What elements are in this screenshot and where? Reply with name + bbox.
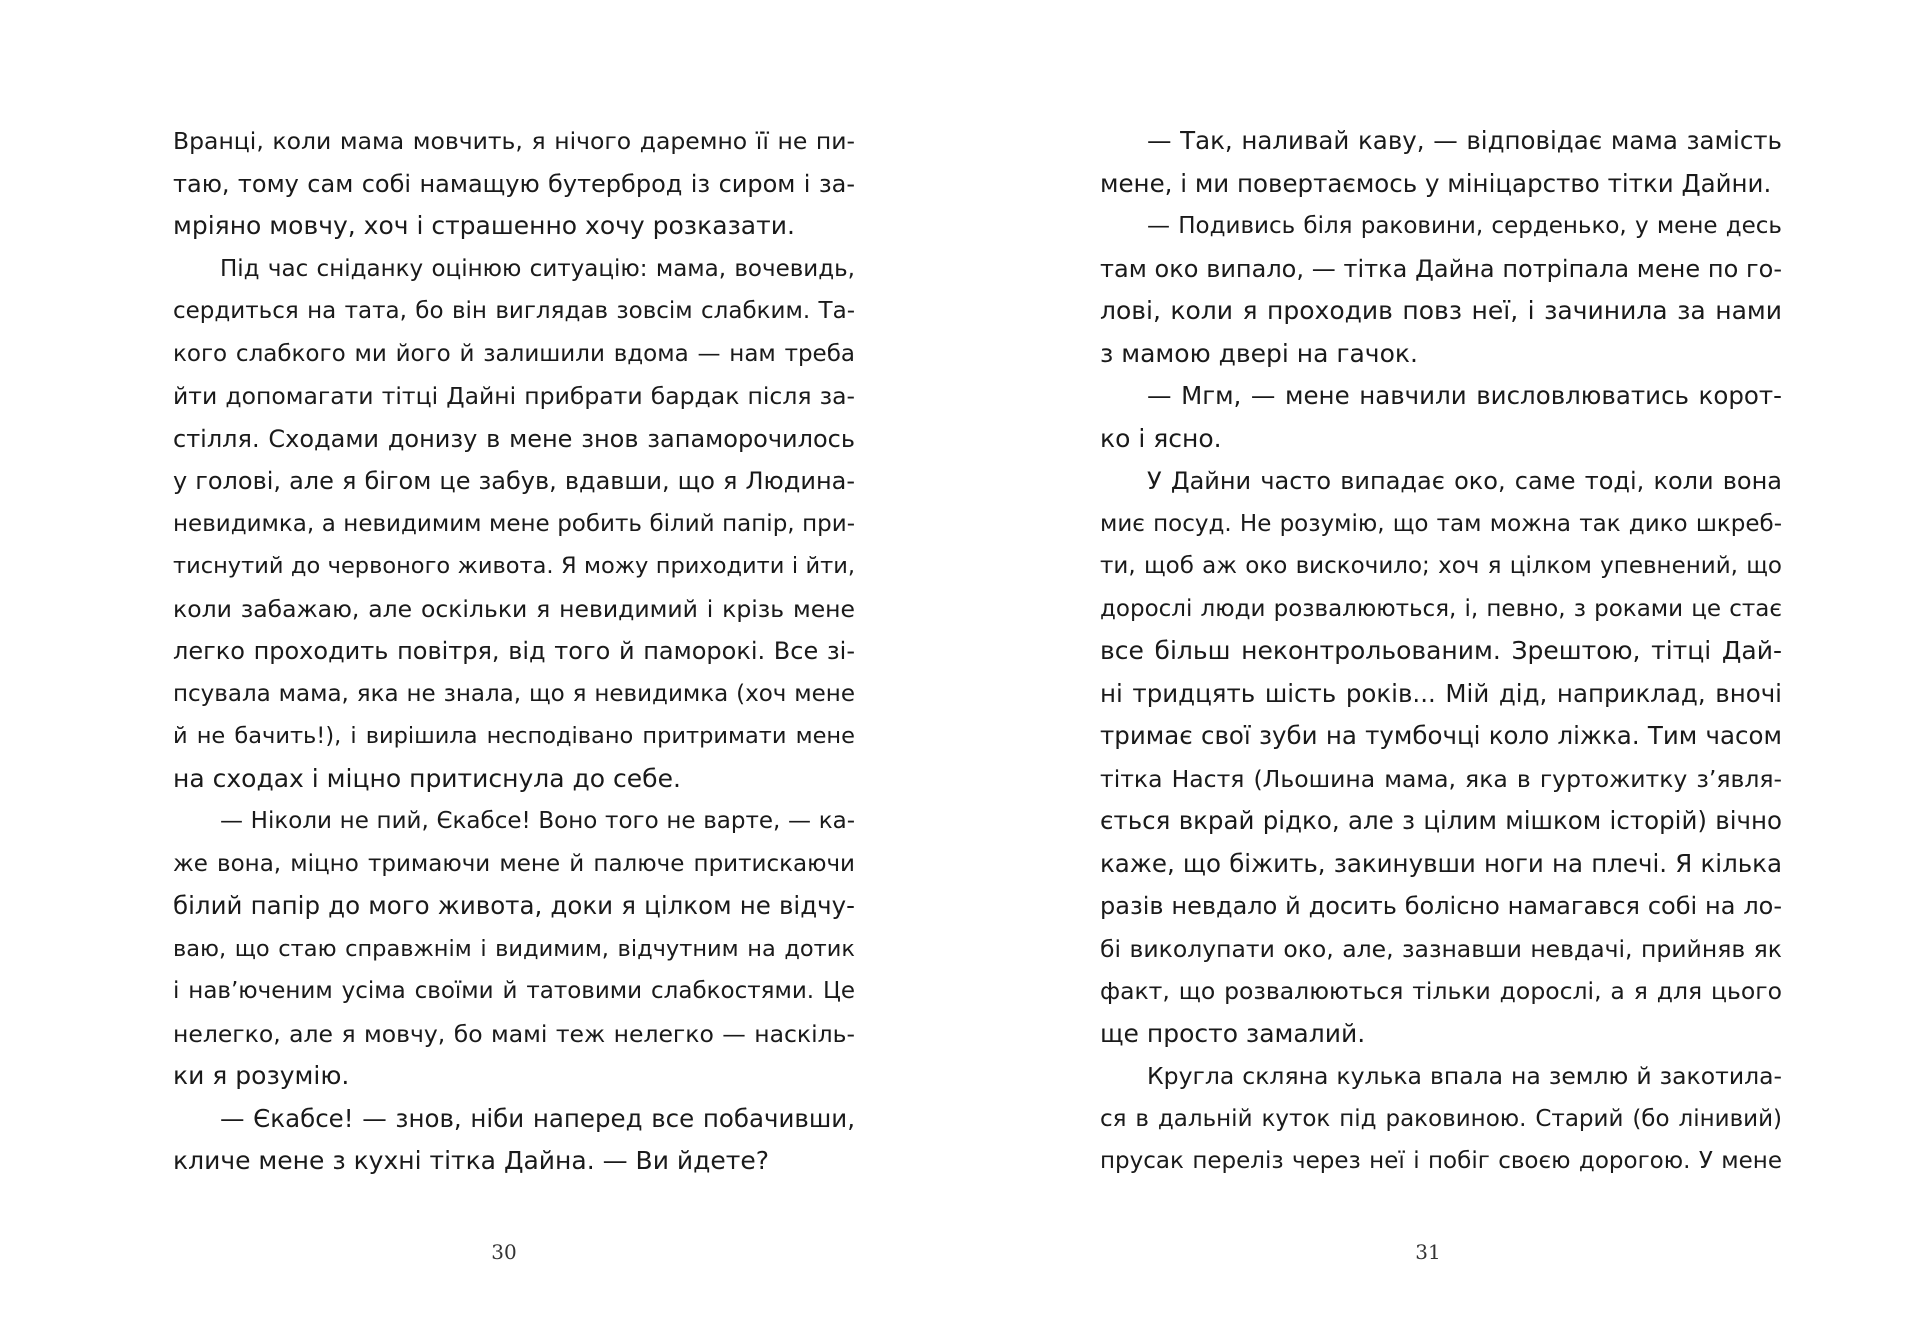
text-line: ко і ясно. [1100,423,1222,453]
text-line: прусак переліз через неї і побіг своєю дорогою. У мене [1100,1148,1782,1174]
text-line: кличе мене з кухні тітка Дайна. — Ви йдете? [173,1146,770,1175]
text-line: таю, тому сам собі намащую бутерброд із сиром і за- [173,169,855,198]
text-line: ваю, що стаю справжнім і видимим, відчутним на дотик [173,935,855,962]
text-line: факт, що розвалюються тільки дорослі, а я для цього [1100,977,1782,1005]
page-number-right: 31 [1415,1240,1441,1264]
text-line: псувала мама, яка не знала, що я невидимка (хоч мене [173,680,855,707]
text-line: — Подивись біля раковини, серденько, у мене десь [1147,213,1782,239]
text-line: — Єкабсе! — знов, ніби наперед все побачивши, [220,1103,855,1133]
text-line: з мамою двері на гачок. [1100,338,1418,368]
text-line: ється вкрай рідко, але з цілим мішком історій) вічно [1100,806,1782,835]
text-line: Вранці, коли мама мовчить, я нічого даремно її не пи- [173,127,855,155]
text-line: кого слабкого ми його й залишили вдома — нам треба [173,340,855,367]
text-line: — Так, наливай каву, — відповідає мама замість [1147,126,1782,155]
text-line: коли забажаю, але оскільки я невидимий і крізь мене [173,594,855,623]
text-line: миє посуд. Не розумію, що там можна так дико шкреб- [1100,510,1782,537]
text-line: ні тридцять шість років... Мій дід, наприклад, вночі [1100,678,1782,708]
text-line: на сходах і міцно притиснула до себе. [173,763,681,793]
text-line: у голові, але я бігом це забув, вдавши, що я Людина- [173,467,855,495]
text-line: сердиться на тата, бо він виглядав зовсім слабким. Та- [173,298,855,324]
text-line: невидимка, а невидимим мене робить білий папір, при- [173,510,855,537]
text-line: стілля. Сходами донизу в мене знов запаморочилось [173,424,855,453]
text-line: разів невдало й досить болісно намагався собі на ло- [1100,892,1782,920]
text-line: бі виколупати око, але, зазнавши невдачі, прийняв як [1100,934,1782,963]
text-line: же вона, міцно тримаючи мене й палюче притискаючи [173,850,855,877]
text-line: і нав’юченим усіма своїми й татовими слабкостями. Це [173,978,855,1004]
text-line: ще просто замалий. [1100,1018,1366,1048]
text-line: дорослі люди розвалюються, і, певно, з роками це стає [1100,595,1782,622]
left-page-text [173,120,855,1183]
text-line: йти допомагати тітці Дайні прибрати бардак після за- [173,382,855,410]
text-line: нелегко, але я мовчу, бо мамі теж нелегко — наскіль- [173,1019,855,1048]
text-line: лові, коли я проходив повз неї, і зачинила за нами [1100,296,1782,325]
text-line: ти, щоб аж око вискочило; хоч я цілком упевнений, що [1100,553,1782,579]
text-line: мене, і ми повертаємось у мініцарство тітки Дайни. [1100,168,1772,198]
text-line: й не бачить!), і вирішила несподівано притримати мене [173,723,855,749]
text-line: легко проходить повітря, від того й паморокі. Все зі- [173,637,855,665]
text-line: там око випало, — тітка Дайна потріпала мене по го- [1100,254,1782,283]
text-line: тримає свої зуби на тумбочці коло ліжка. Тим часом [1100,721,1782,750]
text-line: ки я розумію. [173,1061,350,1090]
text-line: Кругла скляна кулька впала на землю й закотила- [1147,1062,1782,1090]
text-line: — Мгм, — мене навчили висловлюватись корот- [1147,381,1782,410]
text-line: ся в дальній куток під раковиною. Старий (бо лінивий) [1100,1105,1782,1132]
text-line: мріяно мовчу, хоч і страшенно хочу розказати. [173,211,795,240]
text-line: тітка Настя (Льошина мама, яка в гуртожитку з’явля- [1100,764,1782,793]
text-line: тиснутий до червоного живота. Я можу приходити і йти, [173,553,855,579]
text-line: білий папір до мого живота, доки я цілком не відчу- [173,891,855,920]
text-line: Під час сніданку оцінюю ситуацію: мама, вочевидь, [220,255,855,282]
text-line: У Дайни часто випадає око, саме тоді, коли вона [1147,467,1782,495]
text-line: все більш неконтрольованим. Зрештою, тітці Дай- [1100,636,1782,665]
text-line: каже, що біжить, закинувши ноги на плечі. Я кілька [1100,848,1782,878]
right-page-text [1100,120,1782,1183]
page-number-left: 30 [491,1240,517,1264]
text-line: — Ніколи не пий, Єкабсе! Воно того не варте, — ка- [220,808,855,834]
